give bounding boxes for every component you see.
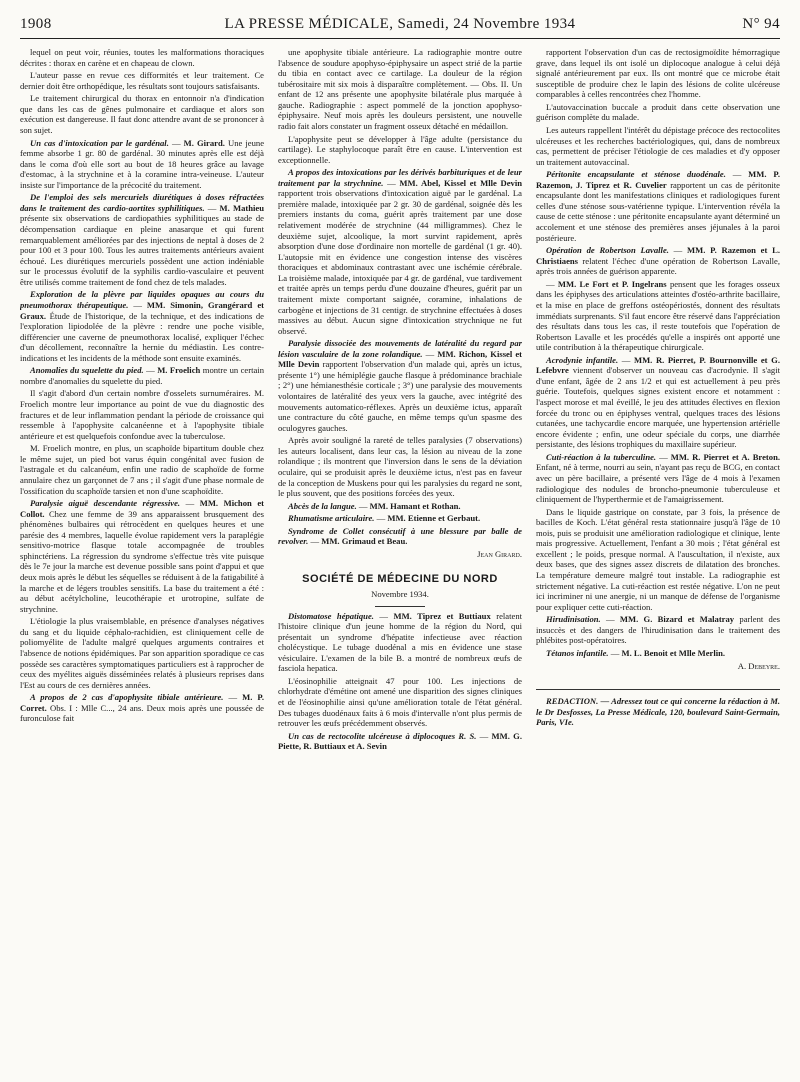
article: Opération de Robertson Lavalle. — MM. P. Razemon et L. Christiaens relatent l'échec d'une opération de Robertson Lavalle, après trois années de guérison apparente. [536,245,780,277]
article-title: Distomatose hépatique. [288,610,374,621]
article-text: rapportent trois observations d'intoxication aiguë par le gardénal. La première malade, intoxiquée par 2 gr. 30 de gardénal, soignée dès les premiers instants du coma, guérit après traitement par une dose relativement modérée de strychnine (44 milligrammes). Chez le deuxième sujet, alcoolique, la mort survint rapidement, après absorption d'une dose d'ordinaire non mortelle de gardénal (1 gr. 40). L'autopsie mit en évidence une congestion intense des viscères thoraciques et abdominaux contrastant avec une ischémie cérébrale. La troisième malade, intoxiquée par 4 gr. de gardénal, vue tardivement et traitée après un temps perdu d'une douzaine d'heures, guérit par un traitement mixte comportant saignée, coramine, inhalations de carbogène et injections de 31 centigr. de strychnine effectuées à doses massives au début. Aucun signe d'intoxication strychnique ne fut observé. [278,188,522,336]
paragraph: rapportent l'observation d'un cas de rectosigmoïdite hémorragique grave, dans lequel ils ont isolé un diplocoque analogue à celui déjà signalé antérieurement par eux. Ils ont montré que ce microbe était susceptible de produire chez le lapin des lésions de colite ulcéreuse comparables à celles rencontrées chez l'homme. [536,47,780,100]
paragraph: L'autovaccination buccale a produit dans cette observation une guérison complète du malade. [536,101,780,123]
article: Anomalies du squelette du pied. — M. Froelich montre un certain nombre d'anomalies du squelette du pied. [20,365,264,386]
article-authors: MM. G. Bizard et Malatray [619,614,735,625]
article-title: A propos de 2 cas d'apophysite tibiale antérieure. [30,692,224,703]
article-title: Tétanos infantile. [546,647,609,658]
article-authors: M. Froelich [157,365,201,376]
signature: A. Debeyre. [737,660,780,671]
section-title: SOCIÉTÉ DE MÉDECINE DU NORD [302,573,498,586]
article: Péritonite encapsulante et sténose duodénale. — MM. P. Razemon, J. Tiprez et R. Cuvelier rapportent un cas de péritonite encapsulante dont les manifestations cliniques et radiologiques furent celles d'une sténose sous-vatérienne typique. L'intervention révéla la cause de cette sténose : une péritonite encapsulante ayant déterminé un accolement et une sténose des premières anses jéjunales à la paroi postérieure. [536,169,780,243]
article-title: A propos des intoxications par les dérivés barbituriques et de leur traitement par la strychnine. [278,167,522,188]
signature: Jean Girard. [477,548,522,559]
article: Distomatose hépatique. — MM. Tiprez et Buttiaux relatent l'histoire clinique d'un jeune homme de la région du Nord, qui présentait un syndrome d'hépatite infectieuse avec réaction cholécystique. Le tubage duodénal a mis en évidence une stase vésiculaire. L'examen de la bile B. a montré de nombreux œufs de fasciola hepatica. [278,610,522,674]
article-title: Anomalies du squelette du pied. [30,365,144,376]
article-authors: MM. Simonin, Grangérard et Graux. [20,299,264,321]
article-title: Péritonite encapsulante et sténose duodénale. [546,169,726,180]
article-title: Cuti-réaction à la tuberculine. [546,451,657,462]
article-title: Acrodynie infantile. [546,354,619,365]
article: Un cas de rectocolite ulcéreuse à diplocoques R. S. — MM. G. Piette, R. Buttiaux et A. Sevin [278,730,522,752]
article-text: pensent que les forages osseux dans les épiphyses des articulations atteintes d'ostéo-arthrite bacillaire, et la mise en place de greffons ostéopériostés, donnent des résultats immédiats surprenants. S'il faut encore être réservé dans l'appréciation des résultats dans tous les cas, il reste toutefois que l'opération de Robertson Lavalle et les procédés qu'elle a inspirés ont apporté une utile contribution à la thérapeutique chirurgicale. [536,278,780,353]
article-text: rapportent un cas de péritonite encapsulante dont les manifestations cliniques et radiologiques furent celles d'une sténose sous-vatérienne typique. L'intervention révéla la cause de cette sténose : une péritonite encapsulante ayant déterminé un accolement et une sténose des premières anses jéjunales à la paroi postérieure. [536,179,780,243]
issue-number: N° 94 [742,16,780,32]
article-text: rapportent l'observation d'un malade qui, après un ictus, présente 1°) une hémiplégie gauche flasque à prédominance brachiale ; 2°) une hémianesthésie corticale ; 3°) une paralysie des mouvements volontaires de latéralité des yeux vers la gauche, avec intégrité des mouvements automatico-réflexes. Après un deuxième ictus, apparaît une contracture du côté gauche, en même temps qu'un spasme des oculogyres gauches. [278,359,522,433]
redaction-notice [536,689,780,728]
article-text: Étude de l'historique, de la technique, et des indications de l'exploration lipiodolée de la plèvre : rendre une poche visible, différencier une caverne de pneumothorax localisé, expliquer l'échec d'un décollement, reconnaître la hernie du médiastin. Les contre-indications et les incidents de la méthode sont ensuite examinés. [20,310,264,363]
page-header [20,12,780,39]
article-authors: M. L. Benoit et Mlle Merlin. [621,647,726,658]
paragraph: L'étiologie la plus vraisemblable, en présence d'analyses négatives du sang et du liquide céphalo-rachidien, est cliniquement celle de poliomyélite de l'adulte malgré quelques arguments contraires et l'absence de notions épidémiques. Par son apparition sporadique ce cas possède ses caractères symptomatiques particuliers est à rapprocher de ceux des myélites aiguës disséminées relatés à plusieurs reprises dans l'Est au cours de ces dernières années. [20,616,264,690]
article-title: Abcès de la langue. [288,500,357,511]
redaction-label: REDACTION. [546,696,599,707]
article: Tétanos infantile. — M. L. Benoit et Mlle Merlin. [546,647,726,658]
redaction-text: — Adressez tout ce qui concerne la rédaction à M. le Dr Desfosses, La Presse Médicale, 120, boulevard Saint-Germain, Paris, VIe. [536,696,780,728]
article-title: Rhumatisme articulaire. [288,513,375,524]
paragraph: Les auteurs rappellent l'intérêt du dépistage précoce des rectocolites ulcéreuses et les recherches bactériologiques, qui, dans de nombreux cas, permettent de préciser l'étiologie de ces maladies et d'y opposer un traitement autovaccinal. [536,124,780,167]
article-authors: MM. Le Fort et P. Ingelrans [557,278,667,289]
article-text: relatent l'histoire clinique d'un jeune homme de la région du Nord, qui présentait un syndrome d'hépatite infectieuse avec réaction cholécystique. Le tubage duodénal a mis en évidence une stase vésiculaire. L'examen de la bile B. a montré de nombreux œufs de fasciola hepatica. [278,610,522,674]
article-authors: MM. G. Piette, R. Buttiaux et A. Sevin [278,730,522,752]
article: Exploration de la plèvre par liquides opaques au cours du pneumothorax thérapeutique. — MM. Simonin, Grangérard et Graux. Étude de l'historique, de la technique, et des indications de l'exploration lipiodolée de la plèvre : rendre une poche visible, différencier une caverne de pneumothorax localisé, expliquer l'échec d'un décollement, reconnaître la hernie du médiastin. Les contre-indications et les incidents de la méthode sont ensuite examinés. [20,289,264,363]
article-text: Une jeune femme absorbe 1 gr. 80 de gardénal. 30 minutes après elle est déjà dans le coma d'où elle sort au bout de 18 heures grâce au lavage d'estomac, à la strychnine et à la coramine intra-veineuse. L'auteur insiste sur l'importance de la précocité du traitement. [20,137,264,190]
paragraph: lequel on peut voir, réunies, toutes les malformations thoraciques décrites : thorax en carène et en chapeau de clown. [20,47,264,68]
article: Abcès de la langue. — MM. Hamant et Rothan. [288,500,461,511]
article-authors: M. Mathieu [219,202,264,213]
article-authors: MM. Tiprez et Buttiaux [393,610,491,621]
article-authors: MM. R. Pierret, P. Bournonville et G. Lefebvre [536,354,780,376]
article-authors: MM. Abel, Kissel et Mlle Devin [399,177,522,188]
article: A propos des intoxications par les dérivés barbituriques et de leur traitement par la strychnine. — MM. Abel, Kissel et Mlle Devin rapportent trois observations d'intoxication aiguë par le gardénal. La première malade, intoxiquée par 2 gr. 30 de gardénal, soignée dès les premiers instants du coma, guérit après traitement par une dose relativement modérée de strychnine (44 milligrammes). Chez le deuxième sujet, alcoolique, la mort survint rapidement, après absorption d'une dose d'ordinaire non mortelle de gardénal (1 gr. 40). L'autopsie mit en évidence une congestion intense des viscères thoraciques et abdominaux contrastant avec une ischémie cérébrale. La troisième malade, intoxiquée par 4 gr. de gardénal, vue tardivement et traitée après un temps perdu d'une douzaine d'heures, guérit par un traitement mixte comportant saignée, coramine, inhalations de carbogène et injections de 31 centigr. de strychnine effectuées à doses massives au début. Aucun signe d'intoxication strychnique ne fut observé. [278,167,522,336]
article: Cuti-réaction à la tuberculine. — MM. R. Pierret et A. Breton. Enfant, né à terme, nourri au sein, n'ayant pas reçu de BCG, en contact avec un père bacillaire, a présenté vers l'âge de 4 mois à l'examen radiologique des nodules de broncho-pneumonie tuberculeuse et cliniquement de l'hyperthermie et de l'amaigrissement. [536,451,780,505]
article-text: parlent des insuccès et des dangers de l'hirudinisation dans le traitement des phlébites post-opératoires. [536,614,780,646]
article-authors: M. Girard. [183,137,225,148]
article-title: Paralysie dissociée des mouvements de latéralité du regard par lésion vasculaire de la zone rolandique. [278,338,522,359]
article-authors: MM. Etienne et Gerbaut. [387,513,481,524]
article-title: Opération de Robertson Lavalle. [546,245,669,256]
article-title: De l'emploi des sels mercuriels diurétiques à doses réfractées dans le traitement des cardio-aortites syphilitiques. [20,192,264,213]
article: Rhumatisme articulaire. — MM. Etienne et Gerbaut. [288,513,481,524]
column-3 [536,47,780,1062]
article: Syndrome de Collet consécutif à une blessure par balle de revolver. — MM. Grimaud et Beau. [278,525,522,547]
column-1 [20,47,264,1062]
paragraph: L'éosinophilie atteignait 47 pour 100. Les injections de chlorhydrate d'émétine ont amené une disparition des signes cliniques et de l'éosinophilie ainsi qu'une amélioration totale de l'état général. Des tubages duodénaux faits à 6 mois d'intervalle n'ont plus permis de retrouver les œufs précédemment observés. [278,675,522,729]
article-title: Paralysie aiguë descendante régressive. [30,498,181,509]
article-authors: MM. Michon et Collot. [20,498,264,519]
article: Un cas d'intoxication par le gardénal. — M. Girard. Une jeune femme absorbe 1 gr. 80 de gardénal. 30 minutes après elle est déjà dans le coma d'où elle sort au bout de 18 heures grâce au lavage d'estomac, à la strychnine et à la coramine intra-veineuse. L'auteur insiste sur l'importance de la précocité du traitement. [20,137,264,190]
article-authors: MM. Grimaud et Beau. [321,536,408,547]
paragraph: L'auteur passe en revue ces difformités et leur traitement. Ce dernier doit être orthopédique, les résultats sont toujours satisfaisants. [20,70,264,91]
text-columns [20,47,780,1062]
article-text: Enfant, né à terme, nourri au sein, n'ayant pas reçu de BCG, en contact avec un père bacillaire, a présenté vers l'âge de 4 mois à l'examen radiologique des nodules de broncho-pneumonie tuberculeuse et cliniquement de l'hyperthermie et de l'amaigrissement. [536,462,780,505]
article-text: Obs. I : Mlle C..., 24 ans. Deux mois après une poussée de furonculose fait [20,702,264,724]
section-divider [375,606,425,607]
paragraph: M. Froelich montre, en plus, un scaphoïde bipartitum double chez le même sujet, un pied bot varus équin congénital avec fusion de l'astragale et du calcanéum, enfin une radio de scaphoïde de forme annulaire chez un garçonnet de 7 ans ; il s'agit d'une phase normale de l'ossification du scaphoïde tarsien et non d'une scaphoïdite. [20,443,264,496]
article-authors: MM. P. Razemon et L. Christiaens [536,245,780,266]
column-2 [278,47,522,1062]
article-authors: MM. P. Razemon, J. Tiprez et R. Cuvelier [536,169,780,190]
section-date: Novembre 1934. [371,588,429,599]
article-title: Un cas de rectocolite ulcéreuse à diplocoques R. S. [288,730,477,741]
article: Paralysie aiguë descendante régressive. — MM. Michon et Collot. Chez une femme de 39 ans apparaissent brusquement des phénomènes bulbaires qui rétrocèdent en quelques heures et une parésie des 4 membres, laquelle évolue rapidement vers la paraplégie sensitivo-motrice flasque totale accompagnée de troubles sphinctériens. La régression du syndrome s'effectue très vite puisque dès le 7e jour la marche est devenue possible sans point d'appui et que deux mois après le début les séquelles se réduisent à de la fatigabilité à la marche et de légers troubles sensitifs. La base du traitement a été : au début acétylcholine, leucothérapie et urotropine, sulfate de strychnine. [20,498,264,614]
article-title: Un cas d'intoxication par le gardénal. [30,137,169,148]
article-text: viennent d'observer un nouveau cas d'acrodynie. Il s'agit d'une enfant, âgée de 2 ans 1/2 et qui est actuellement à peu près guérie. Toutefois, quelques signes existent encore et notamment : l'aspect morose et mal éveillé, le jeu des attitudes électives en flexion forcée du tronc ou en épiphyses ventral, quelques traces des lésions cutanées, une tachycardie encore marquée, une hypertension artérielle encore évidente ; enfin, une odeur spéciale du corps, une diarrhée persistante, des lésions trophiques du maxillaire supérieur. [536,365,780,450]
article-authors: MM. Richon, Kissel et Mlle Devin [278,348,522,370]
paragraph: Il s'agit d'abord d'un certain nombre d'osselets surnuméraires. M. Froelich montre leur importance au point de vue du diagnostic des fractures et de leur inflammation pendant la période de croissance qui ressemble à l'apophysite calcanéenne et à l'apophysite tibiale antérieure et est quelquefois confondue avec la tuberculose. [20,388,264,441]
article-title: Hirudinisation. [546,614,601,625]
article: — MM. Le Fort et P. Ingelrans pensent que les forages osseux dans les épiphyses des articulations atteintes d'ostéo-arthrite bacillaire, et la mise en place de greffons ostéopériostés, donnent des résultats immédiats surprenants. S'il faut encore être réservé dans l'appréciation des résultats dans tous les cas, il reste toutefois que l'opération de Robertson Lavalle et les procédés qu'elle a inspirés ont apporté une utile contribution à la thérapeutique chirurgicale. [536,278,780,353]
article-authors: MM. R. Pierret et A. Breton. [670,451,780,462]
journal-title: LA PRESSE MÉDICALE, Samedi, 24 Novembre 1934 [224,16,576,32]
paragraph: Dans le liquide gastrique on constate, par 3 fois, la présence de bacilles de Koch. L'état général resta stationnaire jusqu'à l'âge de 10 mois, puis se produisit une amélioration radiologique et clinique, lente mais progressive. Actuellement, l'enfant a 30 mois ; l'état général est excellent ; le poids, presque normal. A l'auscultation, il n'existe, aux deux bases, que des signes assez discrets de dilatation des bronches. La température demeure malgré tout instable. La radiographie est strictement négative. La cuti-réaction est restée négative. L'on ne peut ici incriminer ni une anergie, ni un manque de défense de l'organisme pour expliquer cette cuti-réaction. [536,506,780,612]
page-number: 1908 [20,16,52,32]
article-authors: M. P. Corret. [20,692,264,713]
article-text: relatent l'échec d'une opération de Robertson Lavalle, après trois années de guérison apparente. [536,255,780,277]
article-authors: MM. Hamant et Rothan. [369,500,461,511]
article-title: Syndrome de Collet consécutif à une blessure par balle de revolver. [278,525,522,547]
article: Acrodynie infantile. — MM. R. Pierret, P. Bournonville et G. Lefebvre viennent d'observer un nouveau cas d'acrodynie. Il s'agit d'une enfant, âgée de 2 ans 1/2 et qui est actuellement à peu près guérie. Toutefois, quelques signes existent encore et notamment : l'aspect morose et mal éveillé, le jeu des attitudes électives en flexion forcée du tronc ou en épiphyses ventral, quelques traces des lésions cutanées, une tachycardie encore marquée, une hypertension artérielle encore évidente ; enfin, une odeur spéciale du corps, une diarrhée persistante, des lésions trophiques du maxillaire supérieur. [536,354,780,450]
paragraph: Après avoir souligné la rareté de telles paralysies (7 observations) les auteurs localisent, dans leur cas, la lésion au niveau de la zone rolandique ; ils montrent que l'inversion dans le sens de la déviation oculaire, qui se produisit après le deuxième ictus, n'est pas en faveur de la conception de Muskens pour qui les paralysies du regard ne sont, le plus souvent, que des positions forcées des yeux. [278,435,522,499]
paragraph: une apophysite tibiale antérieure. La radiographie montre outre l'absence de soudure apophyso-épiphysaire un aspect strié de la partie du tibia en contact avec ce cartilage. La douleur de la région tubérositaire mit six mois à disparaître complètement. — Obs. II. Un enfant de 12 ans présente une apophysite bilatérale plus marquée à gauche. Radiographie : aspect pommelé de la jonction apophyso-épiphysaire. Neuf mois après les douleurs persistent, une nouvelle radio fait alors constater un fragment osseux détaché en médaillon. [278,47,522,131]
paragraph: L'apophysite peut se développer à l'âge adulte (persistance du cartilage). Le staphylocoque paraît être en cause. L'intervention est exceptionnelle. [278,133,522,165]
journal-page [20,0,780,1072]
article-title: Exploration de la plèvre par liquides opaques au cours du pneumothorax thérapeutique. [20,289,264,310]
article: De l'emploi des sels mercuriels diurétiques à doses réfractées dans le traitement des cardio-aortites syphilitiques. — M. Mathieu présente six observations de cardiopathies syphilitiques au stade de décompensation cardiaque en pleine anasarque et qui furent remarquablement améliorées par des injections de neptal à doses de 2 pour 100 et 3 pour 100. Tous les autres traitements antérieurs avaient échoué. Les diurétiques mercuriels possèdent une action indéniable sur le processus évolutif de la syphilis cardio-vasculaire et peuvent être utilisés comme traitement de fond chez de tels malades. [20,192,264,287]
article: Hirudinisation. — MM. G. Bizard et Malatray parlent des insuccès et des dangers de l'hirudinisation dans le traitement des phlébites post-opératoires. [536,614,780,646]
article-text: Chez une femme de 39 ans apparaissent brusquement des phénomènes bulbaires qui rétrocèdent en quelques heures et une parésie des 4 membres, laquelle évolue rapidement vers la paraplégie sensitivo-motrice flasque totale accompagnée de troubles sphinctériens. La régression du syndrome s'effectue très vite puisque dès le 7e jour la marche est devenue possible sans point d'appui et que deux mois après le début les séquelles se réduisent à de la fatigabilité à la marche et de légers troubles sensitifs. La base du traitement a été : au début acétylcholine, leucothérapie et urotropine, sulfate de strychnine. [20,508,264,614]
article: A propos de 2 cas d'apophysite tibiale antérieure. — M. P. Corret. Obs. I : Mlle C..., 24 ans. Deux mois après une poussée de furonculose fait [20,692,264,724]
paragraph: Le traitement chirurgical du thorax en entonnoir n'a d'indication que dans les cas de gênes pulmonaire et cardiaque et alors son exécution est dangereuse. Il faut donc attendre avant de se prononcer à son sujet. [20,93,264,135]
article: Paralysie dissociée des mouvements de latéralité du regard par lésion vasculaire de la zone rolandique. — MM. Richon, Kissel et Mlle Devin rapportent l'observation d'un malade qui, après un ictus, présente 1°) une hémiplégie gauche flasque à prédominance brachiale ; 2°) une hémianesthésie corticale ; 3°) une paralysie des mouvements volontaires de latéralité des yeux vers la gauche, avec intégrité des mouvements automatico-réflexes. Après un deuxième ictus, apparaît une contracture du côté gauche, en même temps qu'un spasme des oculogyres gauches. [278,338,522,433]
article-text: montre un certain nombre d'anomalies du squelette du pied. [20,365,264,386]
article-text: présente six observations de cardiopathies syphilitiques au stade de décompensation cardiaque en pleine anasarque et qui furent remarquablement améliorées par des injections de neptal à doses de 2 pour 100 et 3 pour 100. Tous les autres traitements antérieurs avaient échoué. Les diurétiques mercuriels possèdent une action indéniable sur le processus évolutif de la syphilis cardio-vasculaire et peuvent être utilisés comme traitement de fond chez de tels malades. [20,213,264,287]
